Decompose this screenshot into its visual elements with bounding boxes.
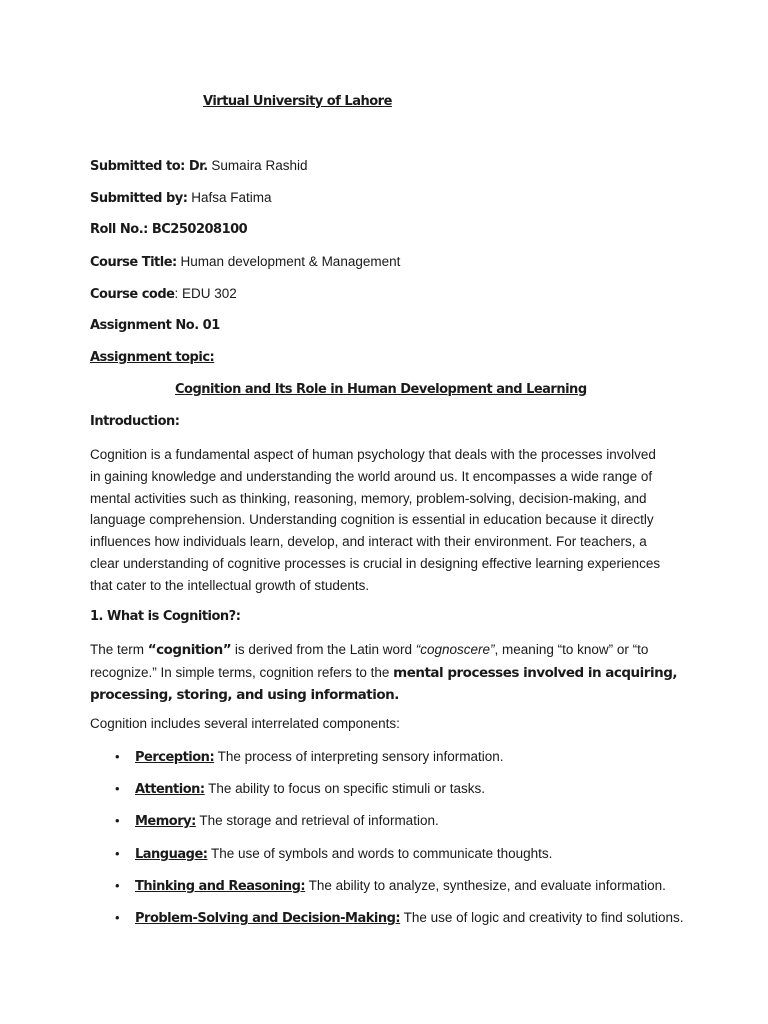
s1-bold-definition: processing, storing, and using information. — [90, 687, 399, 703]
component-desc: The use of symbols and words to communicate thoughts. — [207, 846, 553, 861]
intro-line: Cognition is a fundamental aspect of human psychology that deals with the processes involved — [90, 447, 656, 462]
list-item — [0, 780, 700, 800]
component-desc: The use of logic and creativity to find solutions. — [400, 910, 684, 925]
component-term: Perception: — [135, 750, 215, 765]
course-code-label: Course code — [90, 287, 175, 302]
course-title-line — [90, 254, 400, 271]
university-title: Virtual University of Lahore — [203, 94, 392, 109]
intro-line: in gaining knowledge and understanding the world around us. It encompasses a wide range of — [90, 468, 653, 484]
topic-title: Cognition and Its Role in Human Development and Learning — [175, 382, 587, 397]
s1-text: , meaning “to know” or “to — [494, 642, 649, 657]
component-term: Memory: — [135, 814, 196, 829]
component-desc: The ability to analyze, synthesize, and evaluate information. — [305, 878, 666, 893]
submitted-by-label: Submitted by: — [90, 191, 188, 206]
submitted-by-line — [90, 190, 272, 207]
introduction-paragraph — [90, 444, 680, 597]
s1-bold-definition: mental processes involved in acquiring, — [393, 664, 677, 681]
list-item — [0, 909, 700, 929]
intro-line: that cater to the intellectual growth of students. — [90, 577, 370, 593]
bullet-icon: • — [115, 846, 120, 861]
submitted-to-line — [90, 158, 307, 175]
s1-text: The term — [90, 642, 148, 657]
bullet-icon: • — [115, 910, 120, 925]
course-code-value: : EDU 302 — [174, 286, 237, 301]
bullet-icon: • — [115, 878, 120, 893]
submitted-to-label: Submitted to: Dr. — [90, 159, 208, 174]
list-item — [0, 877, 700, 897]
list-item — [0, 748, 700, 768]
course-title-label: Course Title: — [90, 255, 177, 270]
intro-line: influences how individuals learn, develop, and interact with their environment. For teachers, a — [90, 534, 647, 550]
section-1-line — [90, 662, 680, 685]
intro-line: clear understanding of cognitive processes is crucial in designing effective learning experiences — [90, 555, 661, 571]
bullet-icon: • — [115, 781, 120, 796]
list-item — [0, 812, 700, 832]
component-term: Attention: — [135, 782, 205, 797]
component-term: Language: — [135, 847, 208, 862]
intro-line: mental activities such as thinking, reasoning, memory, problem-solving, decision-making, and — [90, 490, 647, 506]
section-1-paragraph — [90, 639, 680, 707]
bullet-icon: • — [115, 813, 120, 828]
section-1-line — [90, 684, 680, 707]
section-1-heading: 1. What is Cognition?: — [90, 609, 241, 624]
component-desc: The ability to focus on specific stimuli or tasks. — [204, 781, 485, 796]
component-term: Thinking and Reasoning: — [135, 879, 306, 894]
course-title-value: Human development & Management — [176, 254, 401, 269]
bullet-icon: • — [115, 749, 120, 764]
list-item — [0, 845, 700, 865]
component-desc: The storage and retrieval of information. — [195, 813, 439, 828]
components-intro: Cognition includes several interrelated components: — [90, 716, 400, 731]
component-term: Problem-Solving and Decision-Making: — [135, 911, 401, 926]
submitted-to-value: Sumaira Rashid — [207, 158, 308, 173]
submitted-by-value: Hafsa Fatima — [187, 190, 272, 205]
component-desc: The process of interpreting sensory information. — [214, 749, 504, 764]
roll-number: Roll No.: BC250208100 — [90, 222, 248, 237]
assignment-topic-label: Assignment topic: — [90, 350, 215, 365]
intro-line: language comprehension. Understanding cognition is essential in education because it directly — [90, 512, 654, 528]
course-code-line — [90, 286, 237, 303]
introduction-heading: Introduction: — [90, 414, 180, 429]
s1-text: recognize.” In simple terms, cognition refers to the — [90, 664, 394, 680]
section-1-line — [90, 639, 680, 662]
s1-term-cognition: “cognition” — [147, 642, 232, 658]
s1-latin-word: “cognoscere” — [415, 642, 495, 657]
assignment-number: Assignment No. 01 — [90, 318, 220, 333]
s1-text: is derived from the Latin word — [231, 642, 416, 657]
